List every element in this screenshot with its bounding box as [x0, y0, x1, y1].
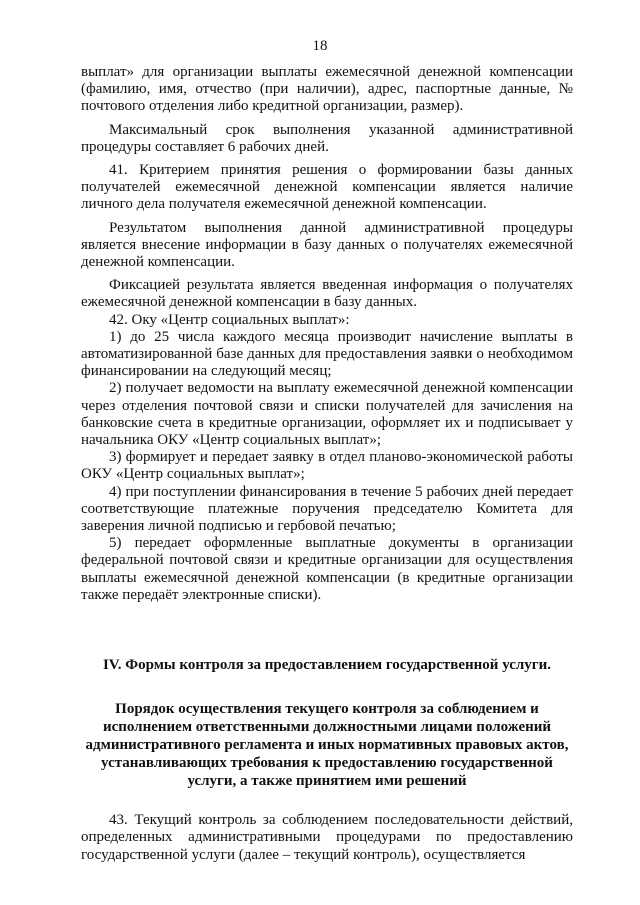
paragraph-43: 43. Текущий контроль за соблюдением последовательности действий, определенных административными процедурами по предоставлению государственной услуги (далее – текущий контроль), осуществляется — [81, 812, 573, 863]
list-item-1: 1) до 25 числа каждого месяца производит начисление выплаты в автоматизированной базе данных для предоставления заявки о необходимом финансировании на следующий месяц; — [81, 328, 573, 380]
paragraph-42: 42. Оку «Центр социальных выплат»: — [109, 311, 350, 328]
paragraph-result: Результатом выполнения данной административной процедуры является внесение информации в базу данных о получателях ежемесячной денежной компенсации. — [81, 219, 573, 271]
list-item-2: 2) получает ведомости на выплату ежемесячной денежной компенсации через отделения почтовой связи и списки получателей для зачисления на банковские счета в кредитные организации, оформляет их и подписывает у начальника ОКУ «Центр социальных выплат»; — [81, 380, 573, 449]
list-item-4: 4) при поступлении финансирования в течение 5 рабочих дней передает соответствующие платежные поручения председателю Комитета для заверения личной подписью и гербовой печатью; — [81, 483, 573, 535]
list-item-5: 5) передает оформленные выплатные документы в организации федеральной почтовой связи и кредитные организации для осуществления выплаты ежемесячной денежной компенсации (в кредитные организации также передаёт электронные списки). — [81, 535, 573, 603]
page-number: 18 — [312, 38, 328, 54]
document-body — [81, 64, 573, 864]
paragraph-deadline: Максимальный срок выполнения указанной административной процедуры составляет 6 рабочих дней. — [81, 121, 573, 155]
section-heading: IV. Формы контроля за предоставлением государственной услуги. — [102, 657, 552, 674]
paragraph-41: 41. Критерием принятия решения о формировании базы данных получателей ежемесячной денежной компенсации является наличие личного дела получателя ежемесячной денежной компенсации. — [81, 162, 573, 213]
paragraph-fixation: Фиксацией результата является введенная информация о получателях ежемесячной денежной компенсации в базу данных. — [81, 277, 573, 311]
list-item-3: 3) формирует и передает заявку в отдел планово-экономической работы ОКУ «Центр социальных выплат»; — [81, 449, 573, 483]
paragraph-continuation: выплат» для организации выплаты ежемесячной денежной компенсации (фамилию, имя, отчество (при наличии), адрес, паспортные данные, № почтового отделения либо кредитной организации, размер). — [81, 64, 573, 115]
subsection-heading: Порядок осуществления текущего контроля за соблюдением и исполнением ответственными должностными лицами положений административного регламента и иных нормативных правовых актов, устанавливающих требования к предоставлению государственной услуги, а также принятием ими решений — [85, 701, 569, 790]
